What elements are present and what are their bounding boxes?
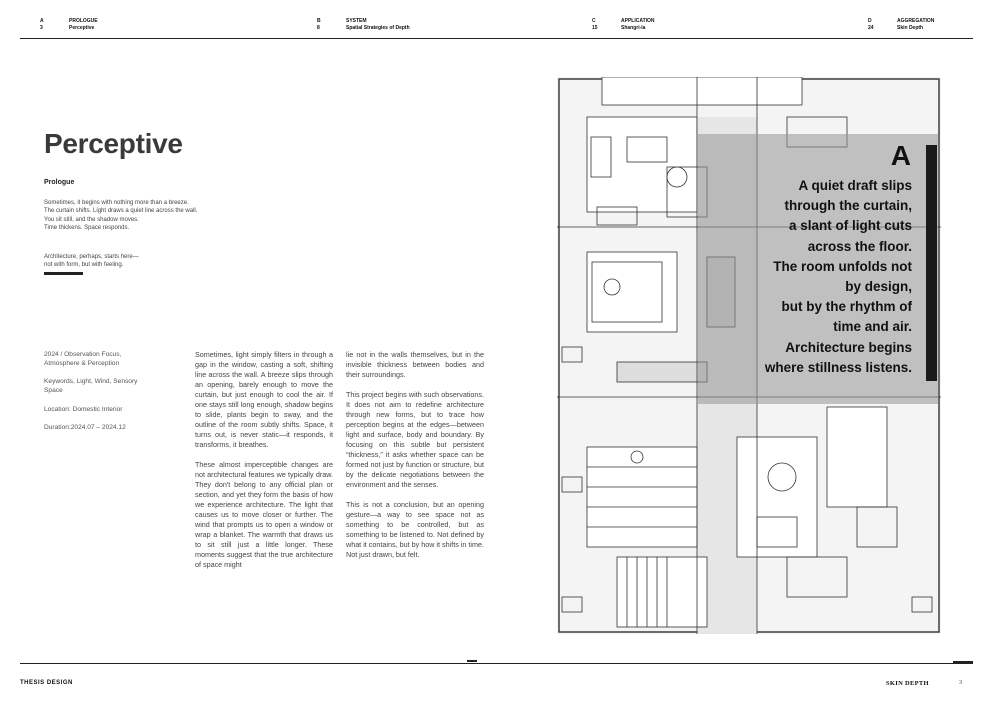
nav-title: Skin Depth [897,25,924,31]
footer-center-mark [467,660,477,662]
page-subtitle: Prologue [44,179,75,186]
nav-title: Perceptive [69,25,95,31]
quote-line: The room unfolds not [773,258,912,274]
body-paragraph: This is not a conclusion, but an opening gesture—a way to see space not as something to be controlled, but as something to be listened to. Not defined by what it contains, but by how it shifts in time. Not just drawn, but felt. [346,500,484,559]
body-column-1 [195,350,333,580]
intro-text [44,199,244,233]
accent-bar [44,272,83,275]
body-paragraph: lie not in the walls themselves, but in the invisible thickness between bodies and their surroundings. [346,350,484,379]
header-rule [20,38,973,39]
section-navigation [0,0,993,40]
body-column-2 [346,350,484,570]
nav-label: PROLOGUE [69,18,98,24]
nav-page: 24 [868,25,874,31]
footer-right-label: SKIN DEPTH [886,680,929,687]
overlay-letter: A [890,140,911,171]
quote-line: through the curtain, [784,198,912,214]
footer-left-label: THESIS DESIGN [20,680,73,686]
intro-line: Time thickens. Space responds. [44,225,130,232]
intro-line: Sometimes, it begins with nothing more than a breeze. [44,200,189,206]
quote-line: by design, [845,279,912,295]
body-paragraph: These almost imperceptible changes are not architectural features we typically draw. They don't belong to any official plan or section, and yet they form the basis of how we experience architecture. The light that causes us to move closer or further. The wind that prompts us to open a window or wrap a blanket. The warmth that draws us to sit still just a little longer. These moments suggest that the true architecture of space might [195,460,333,569]
body-paragraph: This project begins with such observations. It does not aim to redefine architecture through new forms, but to trace how perception begins at the edges—between light and surface, body and boundary. By focusing on this subtle but persistent “thickness,” it asks whether space can be formed not just by function or structure, but by the delicate negotiations between the environment and the senses. [346,390,484,489]
nav-title: Shangri-la [621,25,646,31]
footer-right-mark [953,661,973,663]
meta-duration: Duration:2024.07 – 2024.12 [44,424,126,431]
quote-line: but by the rhythm of [781,299,912,315]
nav-label: AGGREGATION [897,18,935,24]
nav-letter: C [592,18,596,24]
intro-line: The curtain shifts. Light draws a quiet line across the wall. [44,208,198,215]
nav-page: 15 [592,25,598,31]
quote-accent-bar [926,145,937,381]
quote-line: across the floor. [807,238,912,254]
meta-location: Location: Domestic Interior [44,406,123,413]
quote-line: Architecture begins [785,339,912,355]
aside-line: not with form, but with feeling. [44,262,124,268]
quote-line: a slant of light cuts [788,218,912,234]
intro-line: You sit still, and the shadow moves. [44,216,139,223]
quote-line: time and air. [833,319,912,335]
nav-letter: D [868,18,872,24]
meta-keywords: Keywords, Light, Wind, Sensory Space [44,378,138,394]
nav-label: SYSTEM [346,18,367,24]
quote-line: where stillness listens. [764,359,912,375]
aside-line: Architecture, perhaps, starts here— [44,254,139,260]
meta-year-focus: 2024 / Observation Focus, Atmosphere & Perception [44,351,122,367]
nav-letter: B [317,18,321,24]
nav-page: 8 [317,25,320,31]
nav-letter: A [40,18,44,24]
footer-rule [20,663,973,664]
aside-text [44,253,244,269]
body-paragraph: Sometimes, light simply filters in through a gap in the window, casting a soft, shifting line across the wall. A breeze slips through an opening, barely enough to move the curtain, but just enough to cool the air. If one stays still long enough, shadow begins to slide, plants begin to sway, and the outline of the room subtly shifts. Space, it turns out, is never static—it responds, it transforms, it breathes. [195,350,333,449]
page-title: Perceptive [44,128,183,159]
nav-title: Spatial Strategies of Depth [346,25,410,31]
overlay-quote [720,176,912,378]
page-number: 3 [959,680,962,686]
quote-line: A quiet draft slips [798,178,912,193]
nav-label: APPLICATION [621,18,655,24]
nav-page: 3 [40,25,43,31]
